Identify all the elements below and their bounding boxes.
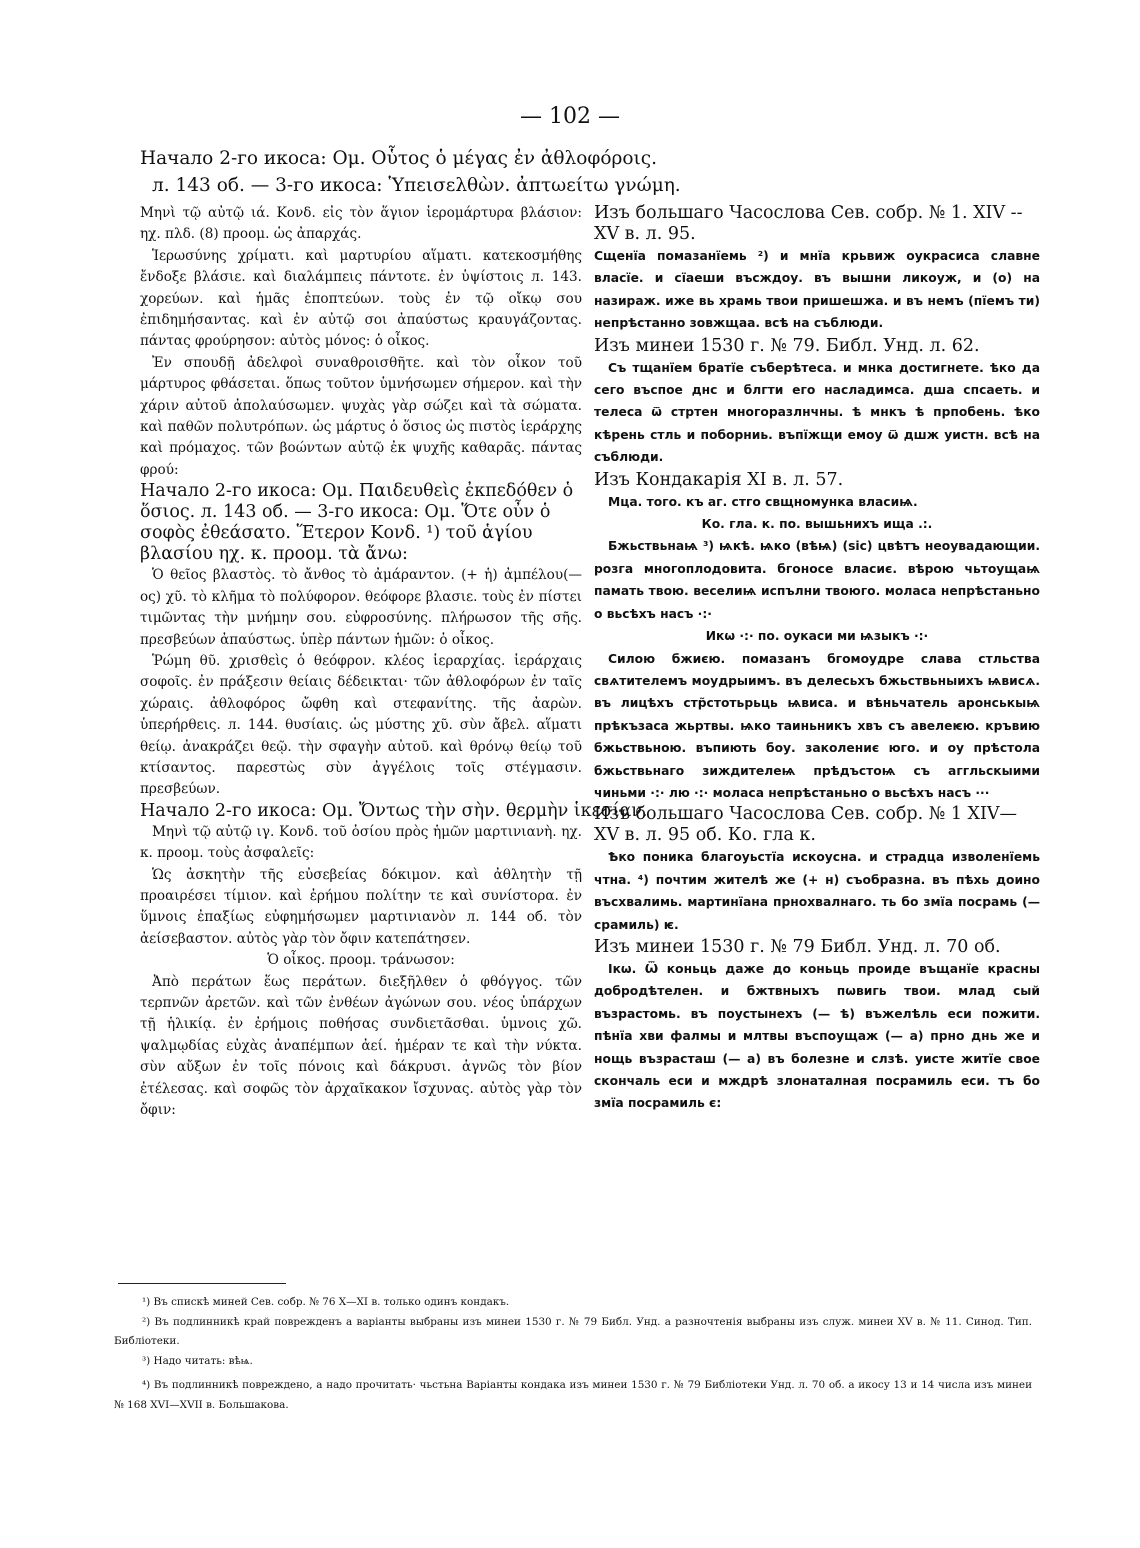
source-heading: Изъ большаго Часослова Сев. собр. № 1 XIV— XV в. л. 95 об. Ко. гла к. — [594, 804, 1018, 846]
page-number: — 102 — — [520, 104, 620, 129]
slavonic-text: Мца. того. къ аг. стго свщномунка власиѩ. — [608, 494, 918, 509]
source-heading: Изъ минеи 1530 г. № 79 Библ. Унд. л. 70 об. — [594, 936, 1001, 957]
left-column — [140, 203, 648, 1121]
right-column — [594, 203, 1040, 1115]
footnote: ¹) Въ спискѣ миней Сев. собр. № 76 X—XI в. только одинъ кондакъ. — [142, 1296, 510, 1308]
slavonic-text: Ѣко поника благоуьстїа искоусна. и страдца изволенїемь чтна. ⁴) почтим жителѣ же (+ н) съобразна. въ пѣхь доино въсхвалимь. мартинїана прнохвалнаго. ть бо змїа посрамь (— срамиль) ѥ. — [594, 850, 1040, 932]
source-heading: Изъ Кондакарія XI в. л. 57. — [594, 469, 844, 490]
greek-text: Μηνὶ τῷ αὐτῷ ιά. Κονδ. εἰς τὸν ἅγιον ἱερομάρτυρα βλάσιον: ηχ. πλδ. (8) προομ. ὡς ἀπαρχάς. — [140, 205, 582, 243]
greek-text: Ἱερωσύνης χρίματι. καὶ μαρτυρίου αἵματι. κατεκοσμήθης ἔνδοξε βλάσιε. καὶ διαλάμπεις πάντοτε. ἐν ὑψίστοις л. 143. χορεύων. καὶ ἡμᾶς ἐποπτεύων. τοὺς ἐν τῷ οἴκῳ σου ἐπιδημήσαντας. καὶ ἐν αὐτῷ σοι ἀπαύστως κραυγάζοντας. πάντας φρούρησον: αὐτὸς μόνος: ὁ οἶκος. — [140, 247, 582, 350]
slavonic-text: Икѡ ·:· по. оукаси ми ѩзыкъ ·:· — [705, 629, 929, 644]
greek-text: Μηνὶ τῷ αὐτῷ ιγ. Κονδ. τοῦ ὁσίου πρὸς ἡμῶν μαρτινιανὴ. ηχ. κ. προομ. τοὺς ἀσφαλεῖς: — [140, 823, 582, 862]
footnote: ²) Въ подлинникѣ край поврежденъ а варіанты выбраны изъ минеи 1530 г. № 79 Библ. Унд. а разночтенія выбраны изъ служ. минеи XV в. № 11. Синод. Тип. Библіотеки. — [114, 1315, 1032, 1348]
footnote: ³) Надо читать: вѣѩ. — [142, 1354, 253, 1367]
section-heading: Начало 2-го икоса: Ομ. Ὄντως τὴν σὴν. θερμὴν ἱκεσίαν. — [140, 800, 648, 821]
greek-text: Ὁ θεῖος βλαστὸς. τὸ ἄνθος τὸ ἀμάραντον. (+ ἡ) ἀμπέλου(—ος) χῦ. τὸ κλῆμα τὸ πολύφορον. θεόφορε βλασιε. τοὺς ἐν πίστει τιμῶντας τὴν μνήμην σου. εὐφροσύνης. πλήρωσον τῆς σῆς. πρεσβεύων ἀπαύστως. ὑπὲρ πάντων ἡμῶν: ὁ οἶκος. — [140, 567, 582, 648]
greek-text: Ἀπὸ περάτων ἕως περάτων. διεξῆλθεν ὁ φθόγγος. τῶν τερπνῶν ἀρετῶν. καὶ τῶν ἐνθέων ἀγώνων σου. νέος ὑπάρχων τῇ ἡλικίᾳ. ἐν ἐρήμοις ποθήσας συνδιετᾶσθαι. ὑμνοις χῶ. ψαλμῳδίας εὐχὰς ἀναπέμπων ἀεί. ἡμέραν τε καὶ τὴν νύκτα. σὺν αὔξων ἐν τοῖς πόνοις καὶ δάκρυσι. ἁγνῶς τὸν βίον ἐτέλεσας. καὶ σοφῶς τὸν ἀρχαῖκακον ἴσχυνας. αὐτὸς γὰρ τὸν ὄφιν: — [140, 973, 582, 1119]
slavonic-text: Силою бжиєю. помазанъ бгомоудре слава стльства свѧтителемъ моудрыимъ. въ делесьхъ бжьствьныихъ ѩвисѧ. въ лицѣхъ стр̃стотьрьць ѩвиса. и вѣньчатель аронськыѩ прѣкъзаса жьртвы. ѩко таиньникъ хвъ съ авелеѥю. кръвию бжьствьною. въпиють боу. заколениє юго. и оу прѣстола бжьствьнаго зиждителеѩ прѣдъстоѩ съ аггльскыими чиньми ·:· лю ·:· моласа непрѣстаньно о вьсѣхъ насъ ··· — [594, 651, 1040, 800]
footnotes — [114, 1293, 1032, 1416]
slavonic-text: Сщенїа помазанїемь ²) и мнїа крьвиж оукрасиса славне власїе. и сїаеши въсждоу. въ вышни ликоуж, и (о) на назираж. иже вь храмь твои пришешжа. и въ немъ (пїемъ ти) непрѣстанно зовжщаа. всѣ на съблюди. — [594, 249, 1040, 331]
footnote: ⁴) Въ подлинникѣ повреждено, а надо прочитать· чьстьна Варіанты кондака изъ минеи 1530 г. № 79 Библіотеки Унд. л. 70 об. а икосу 13 и 14 числа изъ минеи № 168 XVI—XVII в. Большакова. — [114, 1379, 1032, 1411]
source-heading: Изъ большаго Часослова Сев. собр. № 1. XIV --XV в. л. 95. — [594, 203, 1023, 244]
footnote-rule — [118, 1283, 286, 1284]
slavonic-text: Ко. гла. к. по. вышьнихъ ища .:. — [701, 517, 933, 532]
section-heading: Начало 2-го икоса: Ομ. Παιδευθεὶς ἐκπεδόθεν ὁ ὅσιος. л. 143 об. — 3-го икоса: Ομ. Ὅτε οὖν ὁ σοφὸς ἐθεάσατο. Ἕτερον Κονδ. ¹) τοῦ ἁγίου βλασίου ηχ. κ. προομ. τὰ ἄνω: — [140, 481, 574, 565]
greek-text: Ὡς ἀσκητὴν τῆς εὐσεβείας δόκιμον. καὶ ἀθλητὴν τῇ προαιρέσει τίμιον. καὶ ἐρήμου πολίτην τε καὶ συνίστορα. ἐν ὕμνοις ἐπαξίως εὐφημήσωμεν μαρτινιανὸν л. 144 об. τὸν ἀείσεβαστον. αὐτὸς γὰρ τὸν ὄφιν κατεπάτησεν. — [140, 866, 582, 947]
slavonic-text: Бжьствьнаѩ ³) ѩкѣ. ѩко (вѣѩ) (sic) цвѣтъ неоувадающии. розга многоплодовита. бгоносе власиє. вѣрою чьтоущаѩ памать твою. веселиѩ испълни твоюго. моласа непрѣстаньно о вьсѣхъ насъ ·:· — [594, 539, 1040, 621]
greek-text: Ὁ οἶκος. προομ. τράνωσον: — [267, 952, 455, 969]
header-line-2: л. 143 об. — 3-го икоса: Ὑπεισελθὼν. ἀπτωείτω γνώμη. — [152, 175, 681, 196]
slavonic-text: Ікѡ. Ѿ коньць даже до коньць проиде въщанїе красны добродѣтелен. и бжтвныхъ пѡвигь твои. млад сый възрастомь. въ поустынехъ (— ѣ) въжелѣль еси пожити. пѣнїа хви фалмы и млтвы въспоущаж (— а) прно днь же и нощь възрасташ (— а) въ болезне и слзѣ. уисте житїе свое скончаль еси и мждрѣ злонаталная посрамиль еси. тъ бо змїа посрамиль є: — [594, 961, 1040, 1111]
header-line-1: Начало 2-го икоса: Ομ. Οὗτος ὁ μέγας ἐν ἀθλοφόροις. — [140, 148, 658, 169]
slavonic-text: Съ тщанїем братїе съберѣтеса. и мнка достигнете. ѣко да сего въспое днс и блгти его насладимса. дша спсаеть. и телеса ѿ стртен многоразлнчны. ѣ мнкъ ѣ прпобень. ѣко кѣрень стль и поборниь. въпїжщи емоу ѿ дшж уистн. всѣ на съблюди. — [594, 360, 1040, 465]
greek-text: Ἐν σπουδῇ ἀδελφοὶ συναθροισθῆτε. καὶ τὸν οἶκον τοῦ μάρτυρος φθάσεται. ὅπως τοῦτον ὑμνήσωμεν σήμερον. καὶ τὴν χάριν αὐτοῦ ἀπολαύσωμεν. ψυχὰς γὰρ σώζει καὶ τὰ σώματα. καὶ παθῶν πολυτρόπων. ὡς μάρτυς ὁ ὅσιος ὡς πιστὸς ἱεράρχης καὶ πρόμαχος. τῶν βοώντων αὐτῷ ἐκ ψυχῆς καθαρᾶς. πάντας φρού: — [140, 354, 582, 478]
greek-text: Ῥώμη θῦ. χρισθεὶς ὁ θεόφρον. κλέος ἱεραρχίας. ἱεράρχαις σοφοῖς. ἐν πράξεσιν θείαις δέδεικται· τῶν ἀθλοφόρων ἐν ταῖς χώραις. ἀθλοφόρος ὤφθη καὶ στεφανίτης. τῆς ἀαρὼν. ὑπερήρθεις. л. 144. θυσίαις. ὡς μύστης χῦ. σὺν ἄβελ. αἵματι θείῳ. ἀνακράζει θεῷ. τὴν σφαγὴν αὐτοῦ. καὶ θρόνῳ θείῳ τοῦ κτίσαντος. παρεστὼς σὺν ἀγγέλοις τοῖς στέγμασιν. πρεσβεύων. — [140, 652, 582, 798]
source-heading: Изъ минеи 1530 г. № 79. Библ. Унд. л. 62. — [594, 335, 980, 356]
